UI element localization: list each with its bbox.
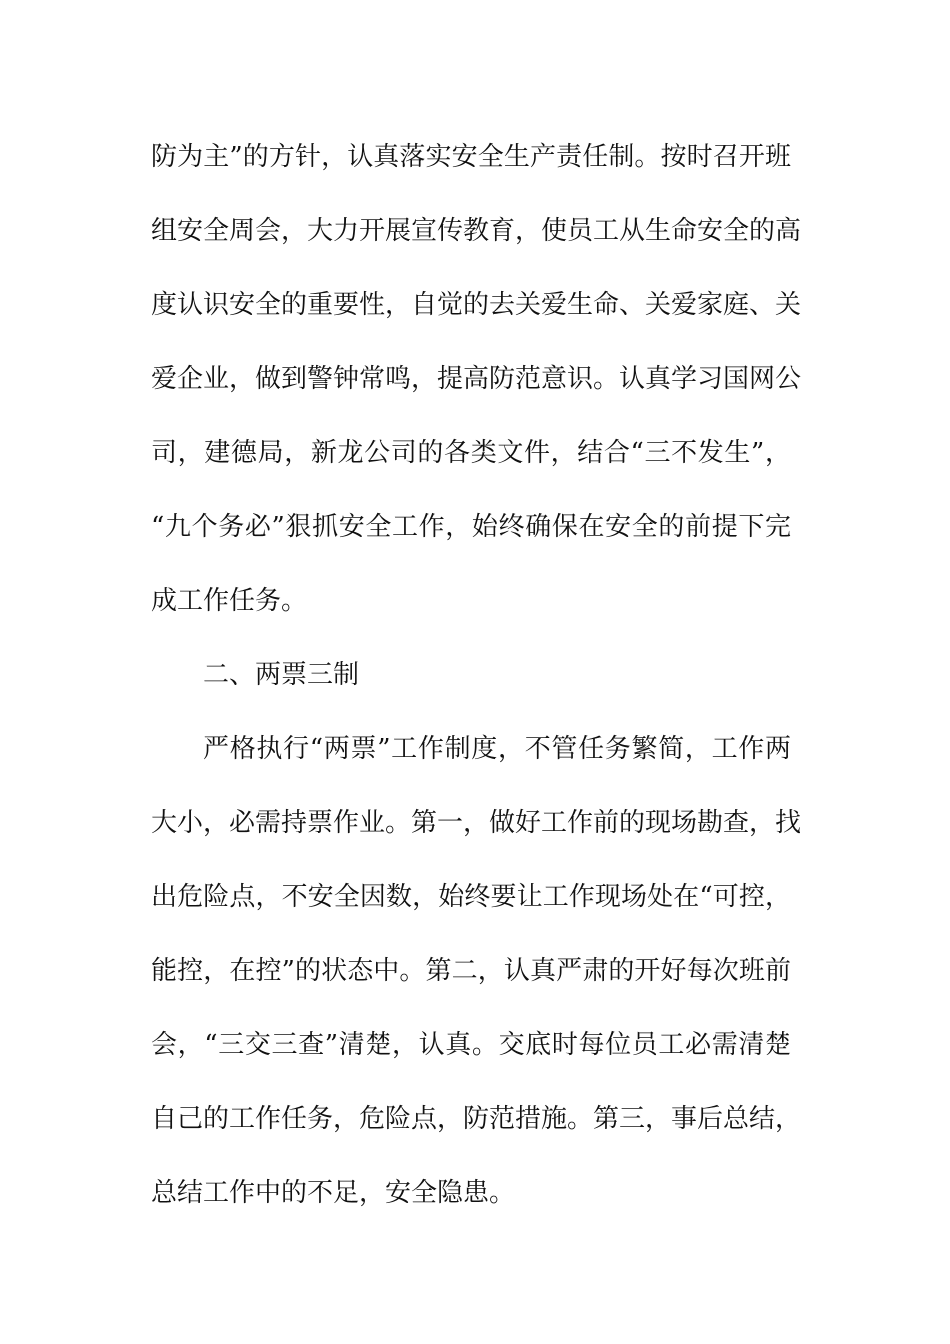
text-line: 自己的工作任务，危险点，防范措施。第三，事后总结， <box>151 1104 802 1134</box>
text-line: “九个务必”狠抓安全工作，始终确保在安全的前提下完 <box>151 512 791 542</box>
document-body <box>151 120 802 1230</box>
text-line: 严格执行“两票”工作制度，不管任务繁简，工作两 <box>203 734 791 764</box>
text-line: 司，建德局，新龙公司的各类文件，结合“三不发生”， <box>151 438 791 468</box>
text-line: 出危险点，不安全因数，始终要让工作现场处在“可控， <box>151 882 791 912</box>
text-line: 组安全周会，大力开展宣传教育，使员工从生命安全的高 <box>151 216 802 246</box>
text-line: 防为主”的方针，认真落实安全生产责任制。按时召开班 <box>151 142 791 172</box>
text-line: 成工作任务。 <box>151 586 308 616</box>
text-line: 度认识安全的重要性，自觉的去关爱生命、关爱家庭、关 <box>151 290 802 320</box>
text-line: 会，“三交三查”清楚，认真。交底时每位员工必需清楚 <box>151 1030 791 1060</box>
text-line: 爱企业，做到警钟常鸣，提高防范意识。认真学习国网公 <box>151 364 802 394</box>
text-line: 能控，在控”的状态中。第二，认真严肃的开好每次班前 <box>151 956 791 986</box>
section-heading: 二、两票三制 <box>203 660 360 690</box>
text-line: 总结工作中的不足，安全隐患。 <box>151 1178 516 1208</box>
text-line: 大小，必需持票作业。第一，做好工作前的现场勘查，找 <box>151 808 802 838</box>
